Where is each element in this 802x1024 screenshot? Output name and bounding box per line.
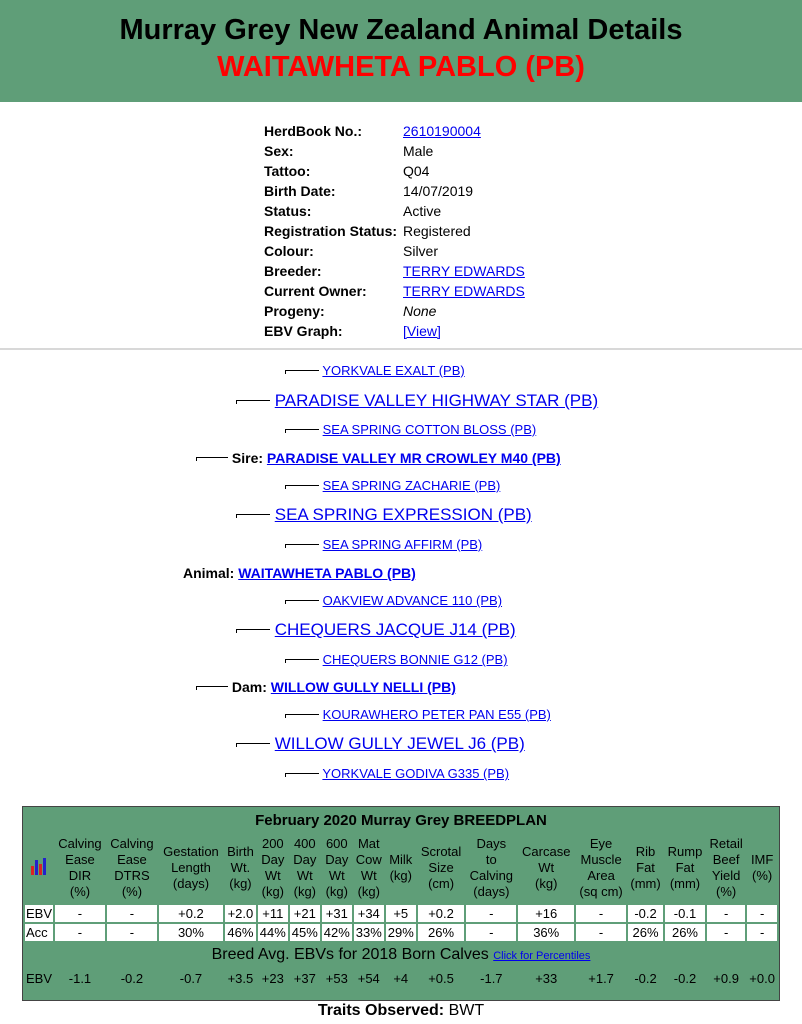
- ebv-cell: +16: [518, 905, 574, 922]
- breed-avg-row-label: EBV: [26, 970, 53, 986]
- breedplan-column-header-line: Ease: [65, 852, 95, 867]
- pedigree-link-ssd[interactable]: SEA SPRING COTTON BLOSS (PB): [322, 422, 537, 437]
- acc-row-label: Acc: [25, 924, 53, 941]
- breedplan-column-header-line: Beef: [712, 852, 740, 867]
- detail-row-progeny: Progeny: None: [264, 303, 437, 319]
- breedplan-column-header-line: (kg): [229, 876, 252, 891]
- breedplan-column-header-line: (%): [69, 884, 91, 899]
- breedplan-column-header-line: (%): [752, 868, 773, 883]
- pedigree-link-sdd[interactable]: SEA SPRING AFFIRM (PB): [322, 537, 483, 552]
- breedplan-column-header-line: Day: [261, 852, 285, 867]
- breedplan-column-header-line: Wt: [296, 868, 313, 883]
- pedigree-connector: [285, 370, 319, 374]
- breedplan-column-header-line: (kg): [325, 884, 348, 899]
- detail-row-tattoo: Tattoo: Q04: [264, 163, 430, 179]
- breed-avg-cell: +54: [354, 969, 384, 987]
- ebv-cell: +11: [258, 905, 288, 922]
- breedplan-column-header-line: Calving: [110, 836, 154, 851]
- breedplan-column-header-line: Muscle: [580, 852, 622, 867]
- ebv-cell: +0.2: [159, 905, 223, 922]
- breed-avg-cell: +0.0: [747, 969, 777, 987]
- breed-avg-cell: -0.2: [665, 969, 705, 987]
- breedplan-column-header-line: Calving: [469, 868, 514, 883]
- pedigree-link-dd[interactable]: WILLOW GULLY JEWEL J6 (PB): [274, 734, 525, 753]
- owner-link[interactable]: TERRY EDWARDS: [403, 283, 525, 299]
- breedplan-column-header-line: Gestation: [163, 844, 219, 859]
- pedigree-connector: [285, 544, 319, 548]
- pedigree-connector: [285, 429, 319, 433]
- traits-observed-value: BWT: [448, 1002, 485, 1019]
- breedplan-column-header: [322, 833, 352, 903]
- pedigree-link-ds[interactable]: CHEQUERS JACQUE J14 (PB): [274, 620, 516, 639]
- breedplan-column-header-line: Fat: [675, 860, 695, 875]
- ebv-cell: -: [707, 905, 745, 922]
- page-title: Murray Grey New Zealand Animal Details: [119, 14, 683, 46]
- detail-row-current-owner: Current Owner: TERRY EDWARDS: [264, 283, 525, 299]
- pedigree-link-sire[interactable]: PARADISE VALLEY MR CROWLEY M40 (PB): [266, 450, 561, 466]
- pedigree-link-animal[interactable]: WAITAWHETA PABLO (PB): [238, 565, 416, 581]
- bar-chart-icon[interactable]: [30, 857, 48, 875]
- pedigree-sire-dam-dam: [285, 537, 482, 552]
- breedplan-title: February 2020 Murray Grey BREEDPLAN: [25, 809, 777, 831]
- pedigree-connector: [236, 514, 270, 518]
- breed-avg-cell: +0.9: [707, 969, 745, 987]
- acc-cell: 26%: [665, 924, 705, 941]
- breedplan-column-header-line: Mat: [357, 836, 380, 851]
- breedplan-column-header-line: (days): [172, 876, 210, 891]
- breed-avg-title: Breed Avg. EBVs for 2018 Born Calves: [211, 946, 489, 963]
- breedplan-column-header-line: (%): [121, 884, 143, 899]
- breedplan-title-row: [25, 809, 777, 831]
- acc-cell: 30%: [159, 924, 223, 941]
- pedigree-link-dss[interactable]: OAKVIEW ADVANCE 110 (PB): [322, 593, 503, 608]
- breed-avg-title-row: [25, 943, 777, 967]
- ebv-row: [25, 905, 777, 922]
- pedigree-sire-sire: [236, 391, 598, 411]
- pedigree-link-sd[interactable]: SEA SPRING EXPRESSION (PB): [274, 505, 532, 524]
- pedigree-link-ss[interactable]: PARADISE VALLEY HIGHWAY STAR (PB): [274, 391, 599, 410]
- detail-row-colour: Colour: Silver: [264, 243, 439, 259]
- breed-avg-cell: -0.7: [159, 969, 223, 987]
- breed-avg-cell: +37: [290, 969, 320, 987]
- breed-avg-cell: +53: [322, 969, 352, 987]
- breedplan-column-header: [707, 833, 745, 903]
- acc-row: [25, 924, 777, 941]
- breedplan-column-header-line: Day: [325, 852, 349, 867]
- pedigree-connector: [236, 400, 270, 404]
- detail-row-sex: Sex: Male: [264, 143, 434, 159]
- pedigree-connector: [196, 457, 228, 461]
- breed-avg-cell: -0.2: [628, 969, 663, 987]
- traits-observed-label: Traits Observed:: [317, 1002, 445, 1019]
- ebv-cell: -: [576, 905, 626, 922]
- breedplan-column-header: [354, 833, 384, 903]
- breed-avg-cell: -0.2: [107, 969, 157, 987]
- acc-cell: 29%: [387, 925, 414, 940]
- pedigree-sire-dam: [236, 505, 532, 525]
- detail-row-ebv-graph: EBV Graph: [View]: [264, 323, 441, 339]
- breedplan-column-header-line: (mm): [630, 876, 661, 891]
- pedigree-link-sss[interactable]: YORKVALE EXALT (PB): [322, 363, 465, 378]
- breeder-link[interactable]: TERRY EDWARDS: [403, 263, 525, 279]
- breedplan-column-header: [628, 833, 663, 903]
- breedplan-column-header-line: (kg): [261, 884, 285, 899]
- breed-avg-cell: -1.1: [55, 969, 105, 987]
- ebv-graph-link[interactable]: [View]: [403, 323, 441, 339]
- traits-observed: [0, 1002, 802, 1020]
- breedplan-column-header: [418, 833, 465, 903]
- breedplan-column-header-line: Fat: [636, 860, 655, 875]
- pedigree-link-sds[interactable]: SEA SPRING ZACHARIE (PB): [322, 478, 501, 493]
- breedplan-column-header: [518, 833, 574, 903]
- breedplan-header-row: [25, 833, 777, 903]
- breedplan-column-header-line: 400: [293, 836, 316, 851]
- animal-name-title: WAITAWHETA PABLO (PB): [217, 51, 585, 83]
- breedplan-column-header-line: Day: [293, 852, 317, 867]
- detail-row-birth-date: Birth Date: 14/07/2019: [264, 183, 474, 199]
- breedplan-column-header-line: (days): [473, 884, 510, 899]
- breedplan-column-header-line: (kg): [357, 884, 380, 899]
- breedplan-column-header: [386, 833, 416, 903]
- breedplan-column-header-line: Rump: [667, 844, 703, 859]
- ebv-cell: +34: [354, 905, 384, 922]
- acc-cell: -: [55, 924, 105, 941]
- breedplan-column-header-line: (cm): [428, 876, 455, 891]
- section-divider: [0, 348, 802, 350]
- pedigree-link-dsd[interactable]: CHEQUERS BONNIE G12 (PB): [322, 652, 508, 667]
- breedplan-column-header-line: 600: [325, 836, 348, 851]
- acc-cell: 36%: [518, 924, 574, 941]
- pedigree-connector: [285, 485, 319, 489]
- ebv-cell: -0.1: [665, 905, 705, 922]
- breedplan-column-header-line: Carcase: [522, 844, 571, 859]
- pedigree-sire-dam-sire: [285, 478, 500, 493]
- detail-row-breeder: Breeder: TERRY EDWARDS: [264, 263, 525, 279]
- breed-avg-cell: +1.7: [576, 969, 626, 987]
- breedplan-column-header-line: Scrotal: [420, 844, 462, 859]
- breedplan-column-header-line: Wt: [538, 860, 555, 875]
- breed-avg-cell: +33: [518, 969, 574, 987]
- breed-avg-cell: -1.7: [466, 969, 516, 987]
- breedplan-column-header-line: (mm): [669, 876, 701, 891]
- pedigree-connector: [285, 773, 319, 777]
- bar-chart-icon-bar: [31, 866, 34, 875]
- ebv-cell: +31: [322, 905, 352, 922]
- page-header: [0, 0, 802, 102]
- pedigree-connector: [236, 743, 270, 747]
- acc-cell: -: [576, 924, 626, 941]
- ebv-cell: -: [55, 905, 105, 922]
- breedplan-column-header-line: Ease: [117, 852, 147, 867]
- pedigree-dam: Dam: WILLOW GULLY NELLI (PB): [196, 679, 456, 695]
- breedplan-column-header-line: Milk: [389, 852, 413, 867]
- pedigree-link-ddd[interactable]: YORKVALE GODIVA G335 (PB): [322, 766, 510, 781]
- ebv-cell: +0.2: [418, 905, 465, 922]
- ebv-cell: +21: [290, 905, 320, 922]
- breedplan-column-header: [290, 833, 320, 903]
- breedplan-column-header-line: Cow: [355, 852, 382, 867]
- breedplan-column-header-line: DIR: [68, 868, 92, 883]
- pedigree-connector: [285, 659, 319, 663]
- pedigree-dam-dam: [236, 734, 525, 754]
- breedplan-column-header-line: (kg): [389, 868, 412, 883]
- breed-avg-cell: +3.5: [225, 969, 256, 987]
- breedplan-column-header-line: Area: [587, 868, 615, 883]
- breed-avg-row: [25, 969, 777, 987]
- breedplan-column-header: [159, 833, 223, 903]
- detail-row-status: Status: Active: [264, 203, 442, 219]
- breedplan-column-header-line: Yield: [711, 868, 741, 883]
- breed-avg-cell: +4: [386, 969, 416, 987]
- pedigree-link-dds[interactable]: KOURAWHERO PETER PAN E55 (PB): [322, 707, 551, 722]
- pedigree-connector: [236, 629, 270, 633]
- detail-row-herdbook: HerdBook No.: 2610190004: [264, 123, 481, 139]
- breedplan-column-header-line: Rib: [635, 844, 656, 859]
- pedigree-dam-dam-dam: [285, 766, 509, 781]
- bar-chart-icon-bar: [39, 864, 42, 875]
- acc-cell: 45%: [291, 925, 318, 940]
- pedigree-dam-sire: [236, 620, 516, 640]
- breedplan-column-header-line: to: [485, 852, 497, 867]
- breed-avg-title-cell: [25, 943, 777, 967]
- breedplan-column-header-line: DTRS: [114, 868, 150, 883]
- animal-details: [264, 121, 525, 341]
- breedplan-column-header-line: (sq cm): [579, 884, 623, 899]
- pedigree-sire-sire-dam: [285, 422, 536, 437]
- acc-cell: -: [466, 924, 516, 941]
- acc-cell: -: [107, 924, 157, 941]
- pedigree-link-dam[interactable]: WILLOW GULLY NELLI (PB): [270, 679, 456, 695]
- breedplan-icon-cell[interactable]: [25, 833, 53, 903]
- breedplan-table: [22, 806, 780, 1001]
- acc-cell: 42%: [323, 925, 350, 940]
- breedplan-column-header-line: 200: [261, 836, 284, 851]
- breedplan-column-header-line: Calving: [58, 836, 102, 851]
- pedigree-sire-sire-sire: [285, 363, 465, 378]
- acc-cell: 26%: [628, 924, 663, 941]
- breedplan-column-header-line: Wt: [264, 868, 281, 883]
- bar-chart-icon-bar: [35, 860, 38, 875]
- breedplan-column-header-line: Length: [171, 860, 211, 875]
- breedplan-column-header: [665, 833, 705, 903]
- breedplan-column-header-line: Size: [428, 860, 454, 875]
- breedplan-column-header-line: IMF: [750, 852, 774, 867]
- breedplan-column-header: [466, 833, 516, 903]
- pedigree-dam-dam-sire: [285, 707, 551, 722]
- breedplan-column-header-line: (%): [716, 884, 737, 899]
- breedplan-column-header: [747, 833, 777, 903]
- breedplan-column-header: [576, 833, 626, 903]
- pedigree-connector: [285, 600, 319, 604]
- pedigree-animal: Animal: WAITAWHETA PABLO (PB): [183, 565, 416, 581]
- acc-cell: -: [707, 924, 745, 941]
- breedplan-column-header: [55, 833, 105, 903]
- ebv-row-label: EBV: [26, 906, 53, 921]
- acc-cell: 26%: [418, 924, 465, 941]
- herdbook-link[interactable]: 2610190004: [403, 123, 481, 139]
- acc-cell: -: [747, 924, 777, 941]
- ebv-cell: -0.2: [628, 905, 663, 922]
- pedigree-connector: [196, 686, 228, 690]
- acc-cell: 44%: [259, 925, 286, 940]
- breedplan-column-header-line: (kg): [293, 884, 316, 899]
- breedplan-column-header-line: Eye: [589, 836, 613, 851]
- breedplan-column-header-line: Wt: [360, 868, 377, 883]
- acc-cell: 46%: [225, 924, 256, 941]
- breedplan-column-header: [258, 833, 288, 903]
- pedigree-dam-sire-dam: [285, 652, 508, 667]
- pedigree-sire: Sire: PARADISE VALLEY MR CROWLEY M40 (PB): [196, 450, 561, 466]
- breedplan-column-header-line: Retail: [709, 836, 743, 851]
- breedplan-column-header-line: (kg): [535, 876, 558, 891]
- ebv-cell: +2.0: [225, 905, 256, 922]
- breedplan-column-header-line: Birth: [227, 844, 254, 859]
- ebv-cell: +5: [386, 905, 416, 922]
- detail-row-registration-status: Registration Status: Registered: [264, 223, 471, 239]
- breedplan-column-header: [225, 833, 256, 903]
- breed-avg-cell: +0.5: [418, 969, 465, 987]
- pedigree-dam-sire-sire: [285, 593, 502, 608]
- ebv-cell: -: [466, 905, 516, 922]
- ebv-cell: -: [747, 905, 777, 922]
- bar-chart-icon-bar: [43, 858, 46, 875]
- ebv-cell: -: [107, 905, 157, 922]
- breedplan-column-header-line: Days: [476, 836, 507, 851]
- pedigree-connector: [285, 714, 319, 718]
- breedplan-column-header: [107, 833, 157, 903]
- breedplan-column-header-line: Wt.: [230, 860, 251, 875]
- acc-cell: 33%: [355, 925, 382, 940]
- percentiles-link[interactable]: Click for Percentiles: [493, 950, 591, 962]
- breed-avg-cell: +23: [258, 969, 288, 987]
- breedplan-column-header-line: Wt: [328, 868, 345, 883]
